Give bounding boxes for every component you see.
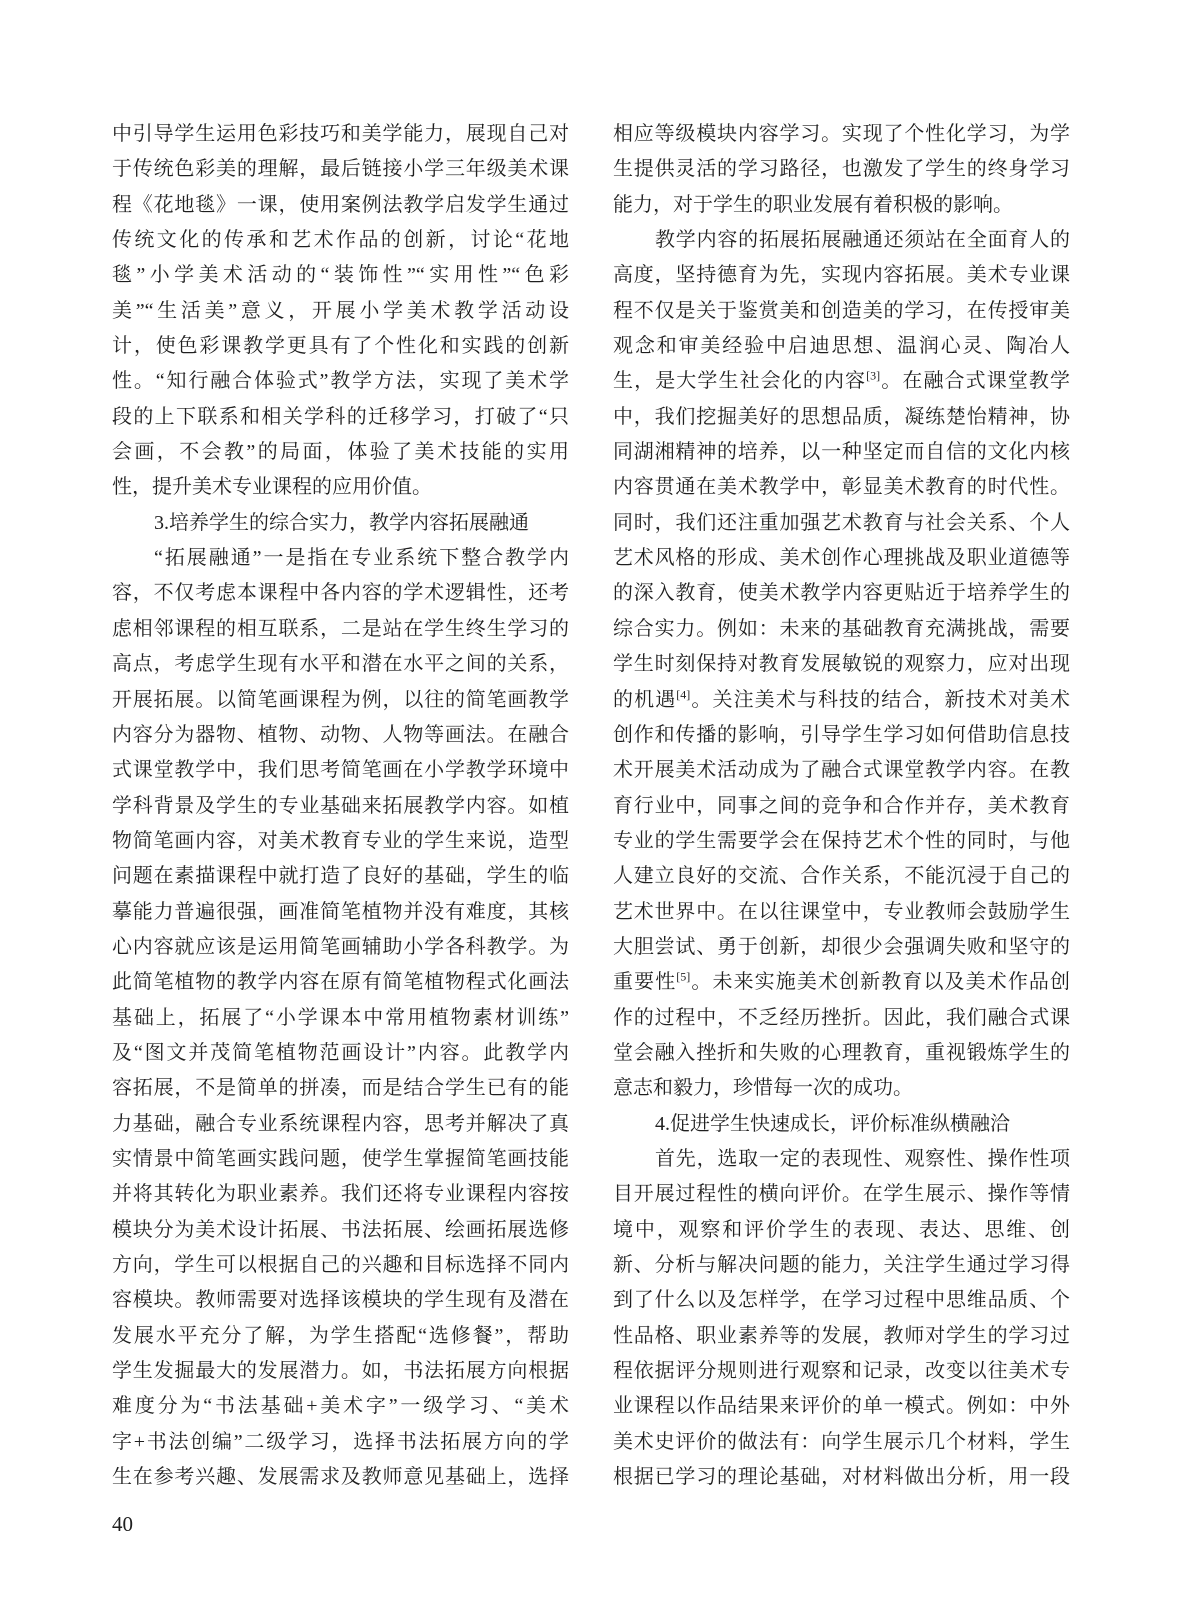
text-line: 基础上，拓展了“小学课本中常用植物素材训练” [112, 1006, 569, 1029]
text-line [613, 683, 1070, 718]
text-line: 中引导学生运用色彩技巧和美学能力，展现自己对 [112, 123, 569, 145]
text-line: 容模块。教师需要对选择该模块的学生现有及潜在 [112, 1289, 569, 1312]
text-line: 此简笔植物的教学内容在原有简笔植物程式化画法 [112, 971, 569, 994]
text-line: 字+书法创编”二级学习，选择书法拓展方向的学 [112, 1430, 569, 1453]
text-line: 模块分为美术设计拓展、书法拓展、绘画拓展选修 [112, 1218, 569, 1241]
text-line: 摹能力普遍很强，画准简笔植物并没有难度，其核 [112, 900, 569, 923]
text-line: 生在参考兴趣、发展需求及教师意见基础上，选择 [112, 1466, 569, 1489]
text-line: 专业的学生需要学会在保持艺术个性的同时，与他 [613, 829, 1070, 852]
text-line: 难度分为“书法基础+美术字”一级学习、“美术 [112, 1395, 569, 1418]
citation-ref: [5] [676, 969, 691, 984]
text-line: 发展水平充分了解，为学生搭配“选修餐”，帮助 [112, 1324, 569, 1347]
text-line: “拓展融通”一是指在专业系统下整合教学内 [154, 547, 569, 570]
text-line: 根据已学习的理论基础，对材料做出分析，用一段 [613, 1466, 1070, 1489]
text-line: 高点，考虑学生现有水平和潜在水平之间的关系， [112, 653, 569, 676]
text-line: 堂会融入挫折和失败的心理教育，重视锻炼学生的 [613, 1041, 1070, 1064]
text-line: 育行业中，同事之间的竞争和合作并存，美术教育 [613, 794, 1070, 817]
text-line: 术开展美术活动成为了融合式课堂教学内容。在教 [613, 759, 1070, 782]
text-line: 实情景中简笔画实践问题，使学生掌握简笔画技能 [112, 1147, 569, 1170]
text-segment: 。未来实施美术创新教育以及美术作品创 [690, 971, 1070, 994]
left-column [112, 117, 569, 1495]
text-line: 意志和毅力，珍惜每一次的成功。 [613, 1077, 913, 1100]
text-line: 教学内容的拓展拓展融通还须站在全面育人的 [655, 229, 1070, 252]
text-line: 大胆尝试、勇于创新，却很少会强调失败和坚守的 [613, 935, 1070, 958]
text-line: 内容贯通在美术教学中，彰显美术教育的时代性。 [613, 476, 1070, 499]
text-line: 业课程以作品结果来评价的单一模式。例如：中外 [613, 1395, 1070, 1418]
text-line: 人建立良好的交流、合作关系，不能沉浸于自己的 [613, 865, 1070, 888]
citation-ref: [3] [866, 368, 881, 383]
text-line [613, 965, 1070, 1000]
right-column [613, 117, 1070, 1495]
text-line: 美术史评价的做法有：向学生展示几个材料，学生 [613, 1430, 1070, 1453]
text-line: 内容分为器物、植物、动物、人物等画法。在融合 [112, 723, 569, 746]
text-line: 会画，不会教”的局面，体验了美术技能的实用 [112, 441, 569, 464]
text-line: 同时，我们还注重加强艺术教育与社会关系、个人 [613, 511, 1070, 534]
citation-ref: [4] [676, 686, 691, 701]
text-line: 毯”小学美术活动的“装饰性”“实用性”“色彩 [112, 264, 569, 287]
text-line: 学科背景及学生的专业基础来拓展教学内容。如植 [112, 794, 569, 817]
text-line: 综合实力。例如：未来的基础教育充满挑战，需要 [613, 617, 1070, 640]
text-line: 心内容就应该是运用简笔画辅助小学各科教学。为 [112, 935, 569, 958]
text-line: 高度，坚持德育为先，实现内容拓展。美术专业课 [613, 264, 1070, 287]
text-segment: 生，是大学生社会化的内容 [613, 370, 867, 393]
text-line: 容拓展，不是简单的拼凑，而是结合学生已有的能 [112, 1077, 569, 1100]
text-line: 到了什么以及怎样学，在学习过程中思维品质、个 [613, 1289, 1070, 1312]
text-segment: 。在融合式课堂教学 [880, 370, 1070, 393]
text-line: 的深入教育，使美术教学内容更贴近于培养学生的 [613, 582, 1070, 605]
text-line: 观念和审美经验中启迪思想、温润心灵、陶冶人 [613, 335, 1070, 358]
text-line: 能力，对于学生的职业发展有着积极的影响。 [613, 193, 1013, 216]
text-line: 虑相邻课程的相互联系，二是站在学生终生学习的 [112, 617, 569, 640]
text-line: 生提供灵活的学习路径，也激发了学生的终身学习 [613, 158, 1070, 181]
text-line: 艺术风格的形成、美术创作心理挑战及职业道德等 [613, 547, 1070, 570]
text-line: 式课堂教学中，我们思考简笔画在小学教学环境中 [112, 759, 569, 782]
text-line: 中，我们挖掘美好的思想品质，凝练楚怡精神，协 [613, 405, 1070, 428]
text-line: 程依据评分规则进行观察和记录，改变以往美术专 [613, 1360, 1070, 1383]
text-line: 力基础，融合专业系统课程内容，思考并解决了真 [112, 1112, 569, 1135]
text-line: 性，提升美术专业课程的应用价值。 [112, 476, 432, 499]
text-segment: 。关注美术与科技的结合，新技术对美术 [690, 688, 1070, 711]
text-line: 目开展过程性的横向评价。在学生展示、操作等情 [613, 1183, 1070, 1206]
text-line: 段的上下联系和相关学科的迁移学习，打破了“只 [112, 405, 569, 428]
text-line: 境中，观察和评价学生的表现、表达、思维、创 [613, 1218, 1070, 1241]
text-line: 新、分析与解决问题的能力，关注学生通过学习得 [613, 1254, 1070, 1276]
page-number: 40 [112, 1512, 133, 1536]
text-line: 物简笔画内容，对美术教育专业的学生来说，造型 [112, 829, 569, 852]
text-line: 传统文化的传承和艺术作品的创新，讨论“花地 [112, 229, 569, 252]
text-line: 方向，学生可以根据自己的兴趣和目标选择不同内 [112, 1254, 569, 1276]
text-line: 容，不仅考虑本课程中各内容的学术逻辑性，还考 [112, 582, 569, 605]
text-segment: 的机遇 [613, 688, 677, 711]
section-heading: 4.促进学生快速成长，评价标准纵横融洽 [655, 1112, 1010, 1135]
text-line: 同湖湘精神的培养，以一种坚定而自信的文化内核 [613, 441, 1070, 464]
text-line: 创作和传播的影响，引导学生学习如何借助信息技 [613, 723, 1070, 746]
text-line: 作的过程中，不乏经历挫折。因此，我们融合式课 [613, 1006, 1070, 1029]
text-line: 性品格、职业素养等的发展，教师对学生的学习过 [613, 1324, 1070, 1347]
text-line: 开展拓展。以简笔画课程为例，以往的简笔画教学 [112, 688, 569, 711]
text-line: 并将其转化为职业素养。我们还将专业课程内容按 [112, 1183, 569, 1206]
text-line: 问题在素描课程中就打造了良好的基础，学生的临 [112, 865, 569, 888]
text-line: 计，使色彩课教学更具有了个性化和实践的创新 [112, 335, 569, 358]
text-line: 于传统色彩美的理解，最后链接小学三年级美术课 [112, 158, 569, 181]
text-line: 美”“生活美”意义，开展小学美术教学活动设 [112, 299, 569, 322]
text-line: 程《花地毯》一课，使用案例法教学启发学生通过 [112, 193, 569, 216]
text-line: 首先，选取一定的表现性、观察性、操作性项 [655, 1147, 1070, 1170]
section-heading: 3.培养学生的综合实力，教学内容拓展融通 [154, 511, 529, 534]
text-line: 学生时刻保持对教育发展敏锐的观察力，应对出现 [613, 653, 1070, 676]
text-line: 程不仅是关于鉴赏美和创造美的学习，在传授审美 [613, 299, 1070, 322]
text-line: 及“图文并茂简笔植物范画设计”内容。此教学内 [112, 1041, 569, 1064]
text-line [613, 364, 1070, 399]
text-line: 性。“知行融合体验式”教学方法，实现了美术学 [112, 370, 569, 393]
text-line: 学生发掘最大的发展潜力。如，书法拓展方向根据 [112, 1360, 569, 1383]
text-segment: 重要性 [613, 971, 677, 994]
text-line: 艺术世界中。在以往课堂中，专业教师会鼓励学生 [613, 900, 1070, 923]
text-line: 相应等级模块内容学习。实现了个性化学习，为学 [613, 123, 1070, 145]
